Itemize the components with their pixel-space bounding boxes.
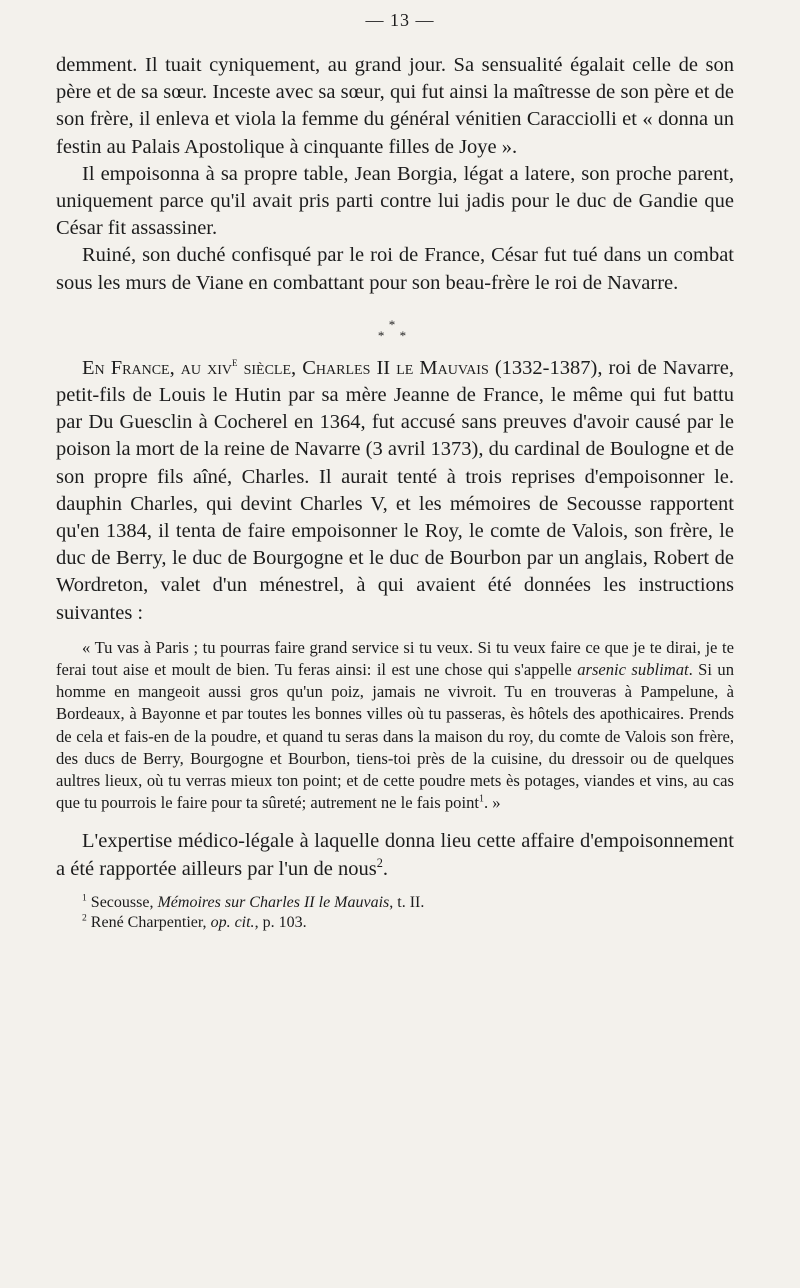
quote-text-after: . Si un homme en mangeoit aussi gros qu'un poiz, jamais ne vivroit. Tu en trouveras à Pampelune, à Bordeaux, à Bayonne et par toutes les bonnes villes où tu passeras, ès hôtels des apothicaires. Prends de cela et fais-en de la poudre, et quand tu seras dans la maison du roy, du comte de Valois son frère, des ducs de Berry, Bourgogne et Bourbon, tiens-toi près de la cuisine, du dressoir ou de quelques aultres lieux, où tu verras mieux ton point; et de cette poudre mets ès potages, viandes et vins, au cas que tu pourrois le faire pour ta sûreté; autrement ne le fais point — [56, 660, 734, 813]
footnote-text-after: , t. II. — [389, 893, 425, 911]
page-content — [56, 52, 734, 933]
footnote-1 — [56, 893, 734, 913]
separator-star: * — [388, 316, 402, 332]
footnotes — [56, 893, 734, 933]
paragraph-cesar-death: Ruiné, son duché confisqué par le roi de France, César fut tué dans un combat sous les murs de Viane en combattant pour son beau-frère le roi de Navarre. — [56, 244, 734, 294]
section-lead-rest: siècle, Charles II le Mauvais — [237, 356, 489, 379]
footnote-text-before: René Charpentier, — [86, 913, 211, 931]
footnote-2 — [56, 913, 734, 933]
quote-paragraph — [56, 637, 734, 815]
paragraph-continuation: demment. Il tuait cyniquement, au grand jour. Sa sensualité égalait celle de son père et de sa sœur. Inceste avec sa sœur, qui fut ainsi la maîtresse de son père et de son frère, il enleva et viola la femme du général vénitien Caracciolli et « donna un festin au Palais Apostolique à cinquante filles de Joye ». — [56, 54, 734, 158]
separator-stars: * * — [377, 327, 413, 343]
paragraph-expertise — [56, 828, 734, 882]
body-text — [56, 52, 734, 627]
quoted-instructions — [56, 637, 734, 815]
footnote-title: op. cit. — [210, 913, 255, 931]
footnote-number: 2 — [82, 912, 87, 924]
closing-text: L'expertise médico-légale à laquelle donna lieu cette affaire d'empoisonnement a été rapportée ailleurs par l'un de nous — [56, 830, 734, 880]
footnote-reference-1[interactable]: 1 — [479, 793, 484, 805]
quote-close: . » — [483, 793, 501, 813]
section-separator — [56, 316, 734, 343]
footnote-text-after: , p. 103. — [254, 913, 307, 931]
paragraph-jean-borgia: Il empoisonna à sa propre table, Jean Borgia, légat a latere, son proche parent, uniquement parce qu'il avait pris parti contre lui jadis pour le duc de Gandie que César fit assassiner. — [56, 162, 734, 240]
closing-paragraph — [56, 828, 734, 882]
section-lead-in: En France, au xiv — [82, 356, 232, 379]
closing-end: . — [382, 857, 389, 880]
page-number: — 13 — — [365, 10, 435, 30]
paragraph-charles-le-mauvais — [56, 355, 734, 627]
century-superscript: e — [232, 355, 238, 369]
section-text: (1332-1387), roi de Navarre, petit-fils de Louis le Hutin par sa mère Jeanne de France, le même qui fut battu par Du Guesclin à Cocherel en 1364, fut accusé sans preuves d'avoir causé par le poison la mort de la reine de Navarre (3 avril 1373), du cardinal de Boulogne et de son propre fils aîné, Charles. Il aurait tenté à trois reprises d'empoisonner le. dauphin Charles, qui devint Charles V, et les mémoires de Secousse rapportent qu'en 1384, il tenta de faire empoisonner le Roy, le comte de Valois, son frère, le duc de Berry, le duc de Bourgogne et le duc de Bourbon par un anglais, Robert de Wordreton, valet d'un ménestrel, à qui avaient été données les instructions suivantes : — [56, 356, 734, 624]
footnote-title: Mémoires sur Charles II le Mauvais — [157, 893, 390, 911]
quote-emphasis: arsenic sublimat — [577, 660, 689, 680]
footnote-number: 1 — [82, 892, 87, 904]
footnote-text-before: Secousse, — [86, 893, 158, 911]
quote-text-before: « Tu vas à Paris ; tu pourras faire grand service si tu veux. Si tu veux faire ce que je te dirai, je te ferai tout aise et moult de bien. Tu feras ainsi: il est une chose qui s'appelle — [56, 637, 734, 680]
footnote-reference-2[interactable]: 2 — [376, 855, 383, 870]
